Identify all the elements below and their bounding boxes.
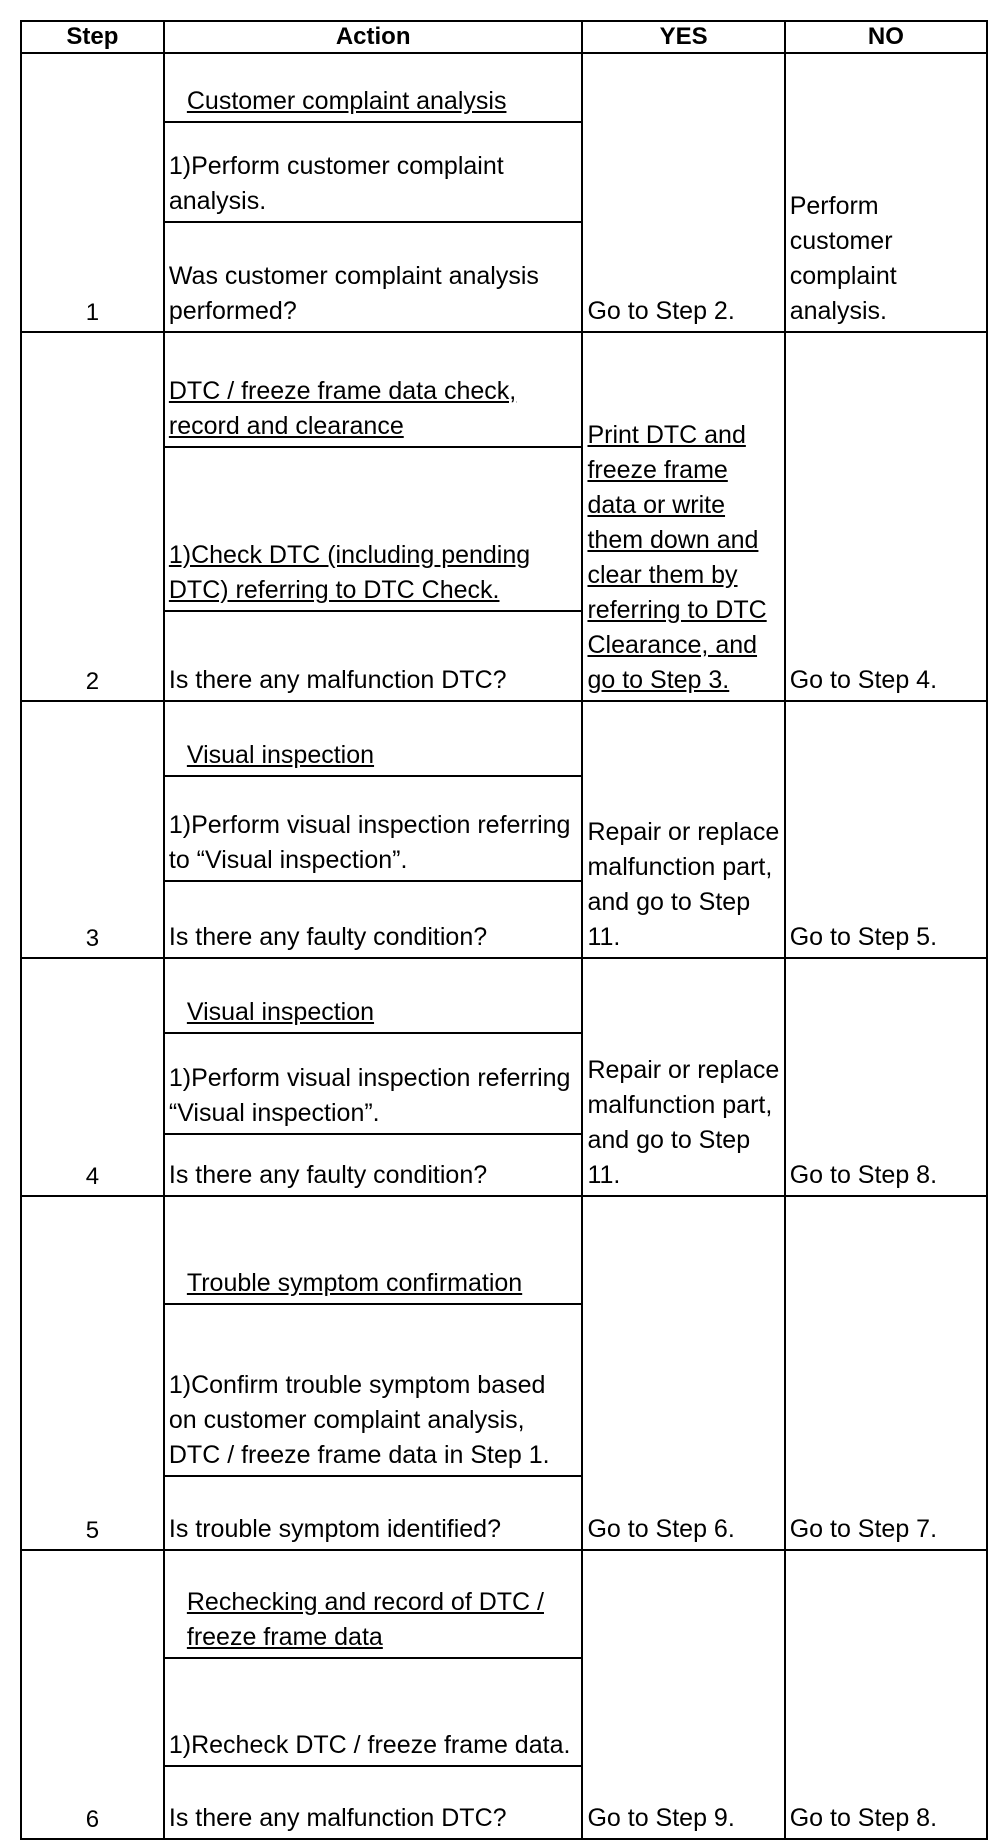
table-row	[21, 701, 987, 958]
header-action: Action	[164, 21, 583, 53]
action-title: Rechecking and record of DTC / freeze frame data	[186, 1588, 544, 1651]
no-result: Perform customer complaint analysis.	[785, 53, 987, 332]
action-question: Is there any faulty condition?	[165, 1133, 582, 1195]
action-cell	[164, 958, 583, 1196]
no-result: Go to Step 5.	[785, 701, 987, 958]
table-row	[21, 958, 987, 1196]
action-instruction: 1)Confirm trouble symptom based on customer complaint analysis, DTC / freeze frame data in Step 1.	[165, 1303, 582, 1475]
step-number: 5	[21, 1196, 164, 1550]
action-title: DTC / freeze frame data check, record and clearance	[168, 377, 517, 440]
step-number: 3	[21, 701, 164, 958]
action-cell	[164, 332, 583, 701]
yes-result: Go to Step 6.	[582, 1196, 784, 1550]
action-title: Visual inspection	[186, 741, 375, 769]
action-question: Was customer complaint analysis performed?	[165, 221, 582, 331]
table-row	[21, 332, 987, 701]
diagnostic-flow-table	[20, 20, 988, 1840]
no-result: Go to Step 8.	[785, 958, 987, 1196]
table-row	[21, 1550, 987, 1839]
no-result: Go to Step 4.	[785, 332, 987, 701]
action-question: Is there any faulty condition?	[165, 880, 582, 957]
header-row	[21, 21, 987, 53]
no-result: Go to Step 8.	[785, 1550, 987, 1839]
yes-result: Repair or replace malfunction part, and go to Step 11.	[582, 958, 784, 1196]
action-instruction: 1)Check DTC (including pending DTC) referring to DTC Check.	[165, 446, 582, 610]
action-title: Visual inspection	[186, 998, 375, 1026]
yes-result: Go to Step 2.	[582, 53, 784, 332]
action-instruction: 1)Perform customer complaint analysis.	[165, 121, 582, 221]
step-number: 6	[21, 1550, 164, 1839]
action-title: Trouble symptom confirmation	[186, 1269, 523, 1297]
yes-result: Print DTC and freeze frame data or write them down and clear them by referring to DTC Clearance, and go to Step 3.	[582, 332, 784, 701]
header-yes: YES	[582, 21, 784, 53]
no-result: Go to Step 7.	[785, 1196, 987, 1550]
action-question: Is trouble symptom identified?	[165, 1475, 582, 1549]
action-cell	[164, 53, 583, 332]
action-instruction: 1)Perform visual inspection referring to “Visual inspection”.	[165, 775, 582, 880]
action-instruction: 1)Recheck DTC / freeze frame data.	[165, 1657, 582, 1765]
action-question: Is there any malfunction DTC?	[165, 610, 582, 700]
table-row	[21, 1196, 987, 1550]
step-number: 1	[21, 53, 164, 332]
action-cell	[164, 1550, 583, 1839]
header-step: Step	[21, 21, 164, 53]
action-cell	[164, 701, 583, 958]
header-no: NO	[785, 21, 987, 53]
table-row	[21, 53, 987, 332]
yes-result: Repair or replace malfunction part, and go to Step 11.	[582, 701, 784, 958]
step-number: 2	[21, 332, 164, 701]
action-title: Customer complaint analysis	[186, 87, 507, 115]
action-question: Is there any malfunction DTC?	[165, 1765, 582, 1838]
action-cell	[164, 1196, 583, 1550]
action-instruction: 1)Perform visual inspection referring “Visual inspection”.	[165, 1032, 582, 1133]
yes-result: Go to Step 9.	[582, 1550, 784, 1839]
step-number: 4	[21, 958, 164, 1196]
